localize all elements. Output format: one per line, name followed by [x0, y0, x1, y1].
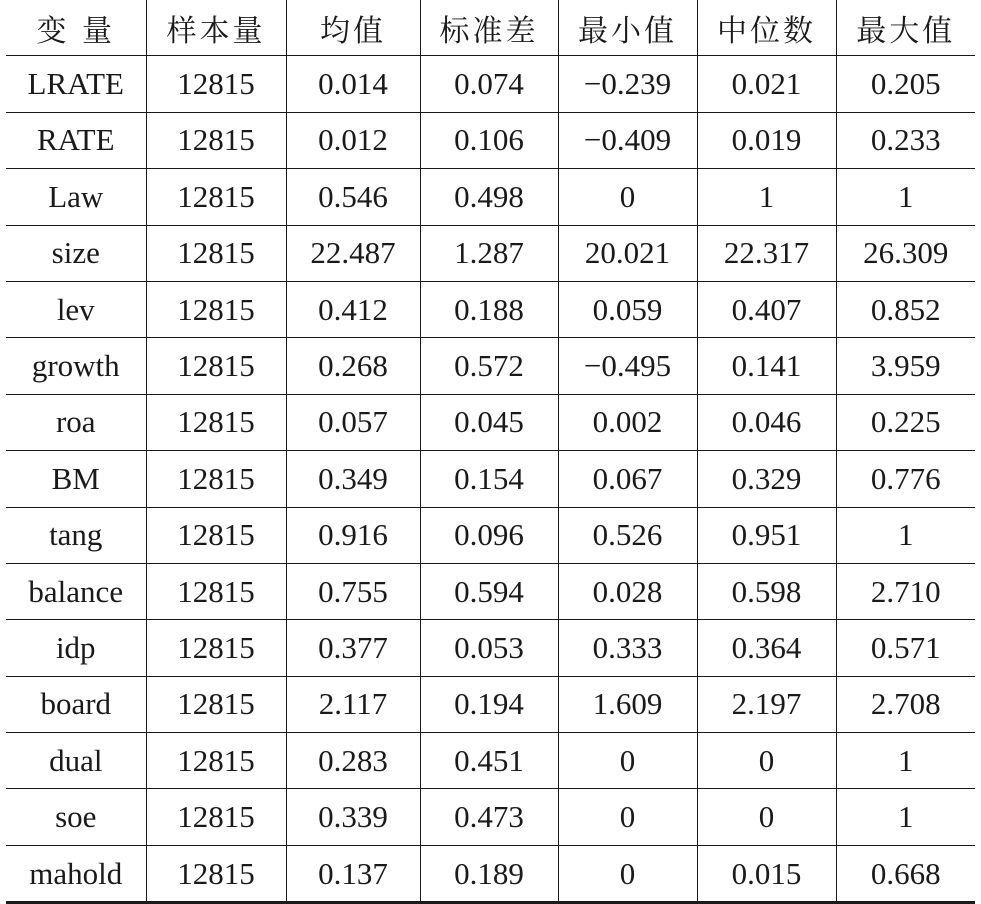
std-dev-cell: 0.473	[420, 789, 558, 845]
min-cell: −0.495	[558, 338, 697, 394]
mean-cell: 0.916	[286, 507, 420, 563]
max-cell: 2.708	[836, 676, 975, 732]
median-cell: 0.951	[697, 507, 836, 563]
std-dev-cell: 0.572	[420, 338, 558, 394]
sample-size-cell: 12815	[146, 169, 286, 225]
max-cell: 1	[836, 733, 975, 789]
std-dev-cell: 0.154	[420, 451, 558, 507]
std-dev-cell: 0.074	[420, 56, 558, 112]
min-cell: 0.333	[558, 620, 697, 676]
max-cell: 26.309	[836, 225, 975, 281]
variable-cell: BM	[6, 451, 146, 507]
mean-cell: 0.412	[286, 281, 420, 337]
variable-cell: roa	[6, 394, 146, 450]
max-cell: 0.668	[836, 845, 975, 902]
std-dev-cell: 0.053	[420, 620, 558, 676]
sample-size-cell: 12815	[146, 563, 286, 619]
mean-cell: 0.057	[286, 394, 420, 450]
max-cell: 1	[836, 507, 975, 563]
sample-size-cell: 12815	[146, 733, 286, 789]
median-cell: 0.407	[697, 281, 836, 337]
variable-cell: idp	[6, 620, 146, 676]
max-cell: 0.233	[836, 112, 975, 168]
mean-cell: 0.268	[286, 338, 420, 394]
table-row	[6, 620, 975, 676]
variable-cell: RATE	[6, 112, 146, 168]
min-cell: 20.021	[558, 225, 697, 281]
table-row	[6, 394, 975, 450]
table-row	[6, 451, 975, 507]
variable-cell: Law	[6, 169, 146, 225]
variable-cell: lev	[6, 281, 146, 337]
sample-size-cell: 12815	[146, 845, 286, 902]
max-cell: 1	[836, 169, 975, 225]
table-row	[6, 112, 975, 168]
min-cell: 1.609	[558, 676, 697, 732]
std-dev-cell: 0.498	[420, 169, 558, 225]
median-cell: 0.141	[697, 338, 836, 394]
table-row	[6, 507, 975, 563]
sample-size-cell: 12815	[146, 281, 286, 337]
median-cell: 0	[697, 789, 836, 845]
mean-cell: 0.339	[286, 789, 420, 845]
max-cell: 0.205	[836, 56, 975, 112]
sample-size-cell: 12815	[146, 394, 286, 450]
variable-cell: dual	[6, 733, 146, 789]
median-cell: 0.046	[697, 394, 836, 450]
variable-cell: size	[6, 225, 146, 281]
median-cell: 22.317	[697, 225, 836, 281]
table-header	[6, 0, 975, 56]
min-cell: 0.002	[558, 394, 697, 450]
table-body	[6, 56, 975, 903]
median-cell: 0.019	[697, 112, 836, 168]
max-cell: 0.571	[836, 620, 975, 676]
variable-cell: board	[6, 676, 146, 732]
variable-cell: mahold	[6, 845, 146, 902]
mean-cell: 0.137	[286, 845, 420, 902]
max-cell: 2.710	[836, 563, 975, 619]
max-cell: 1	[836, 789, 975, 845]
sample-size-cell: 12815	[146, 676, 286, 732]
variable-cell: tang	[6, 507, 146, 563]
sample-size-cell: 12815	[146, 225, 286, 281]
median-cell: 0	[697, 733, 836, 789]
sample-size-cell: 12815	[146, 451, 286, 507]
min-cell: 0.067	[558, 451, 697, 507]
table-row	[6, 169, 975, 225]
header-std-dev: 标准差	[420, 0, 558, 56]
mean-cell: 0.349	[286, 451, 420, 507]
median-cell: 2.197	[697, 676, 836, 732]
table-row	[6, 789, 975, 845]
min-cell: 0.059	[558, 281, 697, 337]
mean-cell: 2.117	[286, 676, 420, 732]
variable-cell: soe	[6, 789, 146, 845]
variable-cell: LRATE	[6, 56, 146, 112]
median-cell: 0.364	[697, 620, 836, 676]
median-cell: 0.329	[697, 451, 836, 507]
mean-cell: 0.546	[286, 169, 420, 225]
min-cell: −0.239	[558, 56, 697, 112]
min-cell: 0	[558, 845, 697, 902]
sample-size-cell: 12815	[146, 507, 286, 563]
min-cell: 0	[558, 169, 697, 225]
descriptive-statistics-table	[6, 0, 975, 904]
table-row	[6, 56, 975, 112]
sample-size-cell: 12815	[146, 112, 286, 168]
table-row	[6, 338, 975, 394]
median-cell: 1	[697, 169, 836, 225]
std-dev-cell: 0.451	[420, 733, 558, 789]
sample-size-cell: 12815	[146, 620, 286, 676]
table-row	[6, 281, 975, 337]
max-cell: 0.225	[836, 394, 975, 450]
min-cell: 0	[558, 789, 697, 845]
sample-size-cell: 12815	[146, 789, 286, 845]
table-row	[6, 845, 975, 902]
std-dev-cell: 0.188	[420, 281, 558, 337]
std-dev-cell: 0.594	[420, 563, 558, 619]
mean-cell: 0.755	[286, 563, 420, 619]
std-dev-cell: 0.045	[420, 394, 558, 450]
header-sample-size: 样本量	[146, 0, 286, 56]
sample-size-cell: 12815	[146, 56, 286, 112]
min-cell: 0	[558, 733, 697, 789]
min-cell: 0.526	[558, 507, 697, 563]
std-dev-cell: 0.189	[420, 845, 558, 902]
max-cell: 0.852	[836, 281, 975, 337]
std-dev-cell: 0.096	[420, 507, 558, 563]
header-variable: 变 量	[6, 0, 146, 56]
table-row	[6, 676, 975, 732]
mean-cell: 0.014	[286, 56, 420, 112]
header-min: 最小值	[558, 0, 697, 56]
min-cell: 0.028	[558, 563, 697, 619]
header-mean: 均值	[286, 0, 420, 56]
header-row	[6, 0, 975, 56]
header-median: 中位数	[697, 0, 836, 56]
sample-size-cell: 12815	[146, 338, 286, 394]
median-cell: 0.015	[697, 845, 836, 902]
std-dev-cell: 1.287	[420, 225, 558, 281]
median-cell: 0.598	[697, 563, 836, 619]
mean-cell: 22.487	[286, 225, 420, 281]
table-row	[6, 733, 975, 789]
table-row	[6, 225, 975, 281]
mean-cell: 0.012	[286, 112, 420, 168]
variable-cell: balance	[6, 563, 146, 619]
max-cell: 0.776	[836, 451, 975, 507]
std-dev-cell: 0.194	[420, 676, 558, 732]
mean-cell: 0.377	[286, 620, 420, 676]
median-cell: 0.021	[697, 56, 836, 112]
min-cell: −0.409	[558, 112, 697, 168]
max-cell: 3.959	[836, 338, 975, 394]
variable-cell: growth	[6, 338, 146, 394]
header-max: 最大值	[836, 0, 975, 56]
mean-cell: 0.283	[286, 733, 420, 789]
std-dev-cell: 0.106	[420, 112, 558, 168]
table-row	[6, 563, 975, 619]
